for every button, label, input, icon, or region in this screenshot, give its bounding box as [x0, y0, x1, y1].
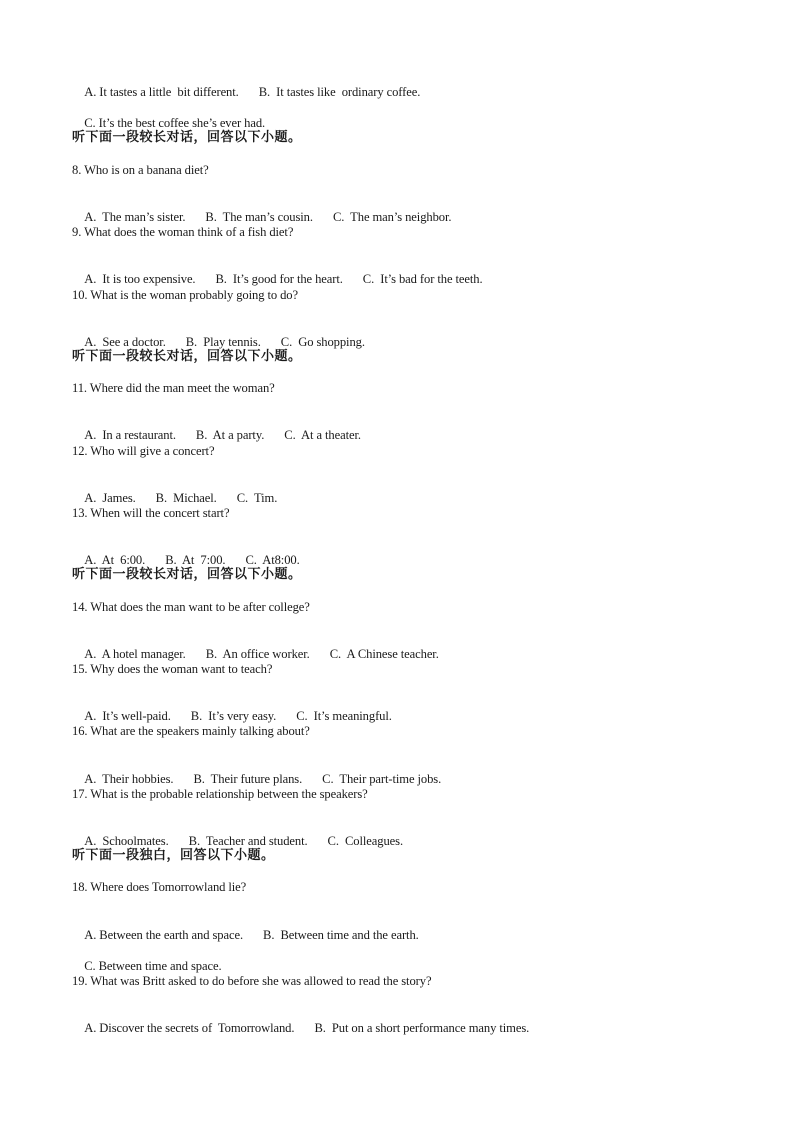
option-c: C. Colleagues.	[327, 834, 403, 848]
option-a: A. Discover the secrets of Tomorrowland.	[84, 1021, 295, 1035]
option-a: A. Their hobbies.	[84, 772, 174, 786]
option-a: A. In a restaurant.	[84, 428, 176, 442]
option-b: B. Michael.	[155, 491, 217, 505]
option-c: C. The man’s neighbor.	[332, 210, 452, 224]
option-c: C. Go shopping.	[280, 335, 365, 349]
option-b: B. It’s good for the heart.	[215, 272, 343, 286]
question-8: 8. Who is on a banana diet?	[72, 163, 209, 177]
question-10: 10. What is the woman probably going to do?	[72, 288, 298, 302]
question-18: 18. Where does Tomorrowland lie?	[72, 880, 247, 894]
option-b: B. Teacher and student.	[188, 834, 308, 848]
option-a: A. A hotel manager.	[84, 647, 186, 661]
question-19: 19. What was Britt asked to do before she was allowed to read the story?	[72, 974, 432, 988]
option-a: A. James.	[84, 491, 136, 505]
option-a: A. Schoolmates.	[84, 834, 169, 848]
question-15: 15. Why does the woman want to teach?	[72, 662, 273, 676]
option-b: B. An office worker.	[205, 647, 310, 661]
option-c: C. It’s the best coffee she’s ever had.	[84, 116, 266, 130]
option-c: C. At8:00.	[245, 553, 300, 567]
section-heading: 听下面一段较长对话，回答以下小题。	[72, 130, 302, 145]
option-b: B. It tastes like ordinary coffee.	[258, 85, 421, 99]
option-b: B. Between time and the earth.	[263, 928, 419, 942]
question-16: 16. What are the speakers mainly talking about?	[72, 724, 310, 738]
option-c: C. It’s meaningful.	[296, 709, 392, 723]
option-a: A. It’s well-paid.	[84, 709, 171, 723]
question-17: 17. What is the probable relationship between the speakers?	[72, 787, 368, 801]
option-c: C. A Chinese teacher.	[329, 647, 439, 661]
option-a: A. Between the earth and space.	[84, 928, 244, 942]
option-b: B. Play tennis.	[185, 335, 261, 349]
option-b: B. Their future plans.	[193, 772, 303, 786]
question-9: 9. What does the woman think of a fish diet?	[72, 225, 294, 239]
option-a: A. It is too expensive.	[84, 272, 196, 286]
section-heading: 听下面一段较长对话，回答以下小题。	[72, 567, 302, 582]
option-b: B. At a party.	[195, 428, 265, 442]
question-12: 12. Who will give a concert?	[72, 444, 215, 458]
option-b: B. At 7:00.	[165, 553, 226, 567]
option-a: A. The man’s sister.	[84, 210, 186, 224]
option-a: A. See a doctor.	[84, 335, 166, 349]
option-c: C. Their part-time jobs.	[322, 772, 442, 786]
option-b: B. Put on a short performance many times.	[314, 1021, 530, 1035]
section-heading: 听下面一段较长对话，回答以下小题。	[72, 349, 302, 364]
section-heading: 听下面一段独白，回答以下小题。	[72, 848, 275, 863]
option-b: B. The man’s cousin.	[205, 210, 313, 224]
option-b: B. It’s very easy.	[190, 709, 277, 723]
option-c: C. Between time and space.	[84, 959, 222, 973]
question-14: 14. What does the man want to be after college?	[72, 600, 310, 614]
option-a: A. It tastes a little bit different.	[84, 85, 239, 99]
option-c: C. Tim.	[236, 491, 278, 505]
options-line	[72, 1004, 529, 1052]
question-11: 11. Where did the man meet the woman?	[72, 381, 275, 395]
option-c: C. It’s bad for the teeth.	[362, 272, 483, 286]
option-a: A. At 6:00.	[84, 553, 146, 567]
question-13: 13. When will the concert start?	[72, 506, 230, 520]
option-c: C. At a theater.	[284, 428, 361, 442]
